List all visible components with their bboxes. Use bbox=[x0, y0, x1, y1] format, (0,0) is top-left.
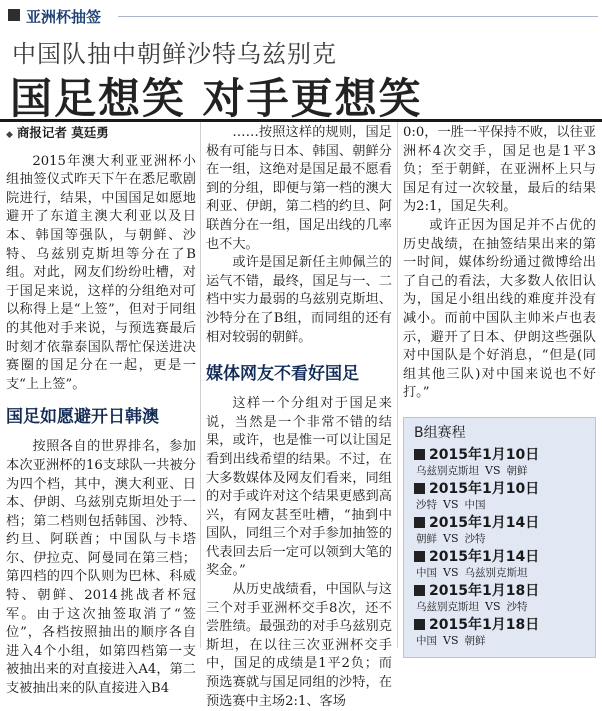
schedule-match bbox=[414, 447, 587, 478]
article-column-1 bbox=[6, 124, 196, 699]
away-team: 朝鲜 bbox=[464, 634, 486, 647]
match-teams bbox=[414, 566, 587, 580]
match-teams bbox=[414, 532, 587, 546]
vs-label: VS bbox=[443, 633, 459, 647]
subheadline: 中国队抽中朝鲜沙特乌兹别克 bbox=[12, 40, 337, 68]
paragraph: 这样一个分组对于国足来说，当然是一个非常不错的结果，或许，也是惟一可以让国足看到出线希望的结果。不过，在大多数媒体及网友们看来，同组的对手或许对这个结果更感到高兴，有网友甚至吐槽，“抽到中国队，同组三个对手参加抽签的代表回去后一定可以领到大笔的奖金。” bbox=[206, 396, 392, 579]
byline bbox=[6, 124, 196, 145]
match-date-text: 2015年1月14日 bbox=[429, 514, 540, 531]
paragraph: ……按照这样的规则，国足极有可能与日本、韩国、朝鲜分在一组，这绝对是国足最不愿看到的分组，即便与第一档的澳大利亚、伊朗，第二档的约旦、阿联酋分在一组，国足出线的几率也不大。 bbox=[206, 125, 392, 252]
headline-rule bbox=[0, 119, 602, 122]
match-teams bbox=[414, 600, 587, 614]
square-bullet-icon bbox=[414, 449, 425, 460]
away-team: 沙特 bbox=[464, 532, 486, 545]
match-date-text: 2015年1月18日 bbox=[429, 616, 540, 633]
group-b-schedule-box bbox=[403, 417, 596, 658]
kicker-rule bbox=[118, 16, 598, 17]
home-team: 中国 bbox=[416, 566, 437, 579]
schedule-match bbox=[414, 583, 587, 614]
paragraph: 0:0，一胜一平保持不败，以往亚洲杯4次交手，国足也是1平3负；至于朝鲜，在亚洲杯上只与国足有过一次较量，最后的结果为2:1，国足失利。 bbox=[403, 125, 596, 215]
match-date-text: 2015年1月10日 bbox=[429, 480, 540, 497]
schedule-match bbox=[414, 515, 587, 546]
away-team: 沙特 bbox=[506, 600, 528, 613]
home-team: 沙特 bbox=[416, 498, 437, 511]
schedule-match bbox=[414, 549, 587, 580]
match-date bbox=[414, 481, 587, 498]
home-team: 朝鲜 bbox=[416, 532, 437, 545]
square-bullet-icon bbox=[8, 9, 20, 21]
match-date-text: 2015年1月10日 bbox=[429, 446, 540, 463]
column-divider bbox=[397, 122, 398, 648]
section-kicker bbox=[0, 4, 602, 26]
match-teams bbox=[414, 498, 587, 512]
match-date-text: 2015年1月18日 bbox=[429, 582, 540, 599]
vs-label: VS bbox=[443, 531, 459, 545]
match-date bbox=[414, 549, 587, 566]
schedule-match bbox=[414, 617, 587, 648]
away-team: 中国 bbox=[464, 498, 486, 511]
schedule-title: B组赛程 bbox=[414, 424, 466, 441]
column-divider bbox=[200, 122, 201, 648]
headline: 国足想笑 对手更想笑 bbox=[10, 74, 423, 123]
vs-label: VS bbox=[443, 565, 459, 579]
match-date bbox=[414, 583, 587, 600]
paragraph: 按照各自的世界排名，参加本次亚洲杯的16支球队一共被分为四个档，其中，澳大利亚、日本、伊朗、乌兹别克斯坦处于一档；第二档则包括韩国、沙特、约旦、阿联酋；中国队与卡塔尔、伊拉克、阿曼同在第三档；第四档的四个队则为巴林、科威特、朝鲜、2014挑战者杯冠军。由于这次抽签取消了“签位”，各档按照抽出的顺序各自进入4个小组，如第四档第一支被抽出来的对直接进入A4，第二支被抽出来的队直接进入B4 bbox=[6, 439, 196, 697]
square-bullet-icon bbox=[414, 551, 425, 562]
vs-label: VS bbox=[485, 463, 501, 477]
byline-text: 商报记者 莫廷勇 bbox=[16, 125, 109, 140]
vs-label: VS bbox=[485, 599, 501, 613]
triangle-bullet-icon: ◆ bbox=[6, 130, 13, 140]
match-date bbox=[414, 515, 587, 532]
schedule-match bbox=[414, 481, 587, 512]
square-bullet-icon bbox=[414, 483, 425, 494]
home-team: 乌兹别克斯坦 bbox=[416, 600, 479, 613]
square-bullet-icon bbox=[414, 517, 425, 528]
paragraph: 从历史战绩看，中国队与这三个对手亚洲杯交手8次，还不尝胜绩。最强劲的对手乌兹别克斯坦，在以往三次亚洲杯交手中，国足的成绩是1平2负；而预选赛就与国足同组的沙特，在预选赛中主场2:1、客场 bbox=[206, 582, 392, 709]
vs-label: VS bbox=[443, 497, 459, 511]
home-team: 中国 bbox=[416, 634, 437, 647]
section-heading: 国足如愿避开日韩澳 bbox=[6, 407, 159, 428]
kicker-label: 亚洲杯抽签 bbox=[26, 8, 102, 26]
match-date bbox=[414, 617, 587, 634]
paragraph: 2015年澳大利亚亚洲杯小组抽签仪式昨天下午在悉尼歌剧院进行，结果，中国国足如愿地避开了东道主澳大利亚以及日本、韩国等强队，与朝鲜、沙特、乌兹别克斯坦等分在了B组。对此，网友们纷纷吐槽，对于国足来说，这样的分组绝对可以称得上是“上签”，但对于同组的其他对手来说，与预选赛最后时刻才依靠泰国队帮忙保送进决赛圈的国足分在一起，更是一支“上上签”。 bbox=[6, 153, 196, 392]
paragraph: 或许是国足新任主帅佩兰的运气不错，最终，国足与一、二档中实力最弱的乌兹别克斯坦、沙特分在了B组，而同组的还有相对较弱的朝鲜。 bbox=[206, 255, 392, 345]
section-heading: 媒体网友不看好国足 bbox=[206, 364, 359, 385]
match-teams bbox=[414, 464, 587, 478]
paragraph: 或许正因为国足并不占优的历史战绩，在抽签结果出来的第一时间，媒体纷纷通过微博给出了自己的看法，大多数人依旧认为，国足小组出线的难度并没有减小。而前中国队主帅米卢也表示，避开了日本、伊朗这些强队对中国队是个好消息，“但是(同组其他三队)对中国来说也不好打。” bbox=[403, 217, 596, 401]
square-bullet-icon bbox=[414, 619, 425, 630]
match-date-text: 2015年1月14日 bbox=[429, 548, 540, 565]
match-date bbox=[414, 447, 587, 464]
home-team: 乌兹别克斯坦 bbox=[416, 464, 479, 477]
square-bullet-icon bbox=[414, 585, 425, 596]
away-team: 乌兹别克斯坦 bbox=[464, 566, 528, 579]
article-column-2 bbox=[206, 124, 392, 711]
article-column-3 bbox=[403, 124, 596, 658]
match-teams bbox=[414, 634, 587, 648]
away-team: 朝鲜 bbox=[506, 464, 528, 477]
